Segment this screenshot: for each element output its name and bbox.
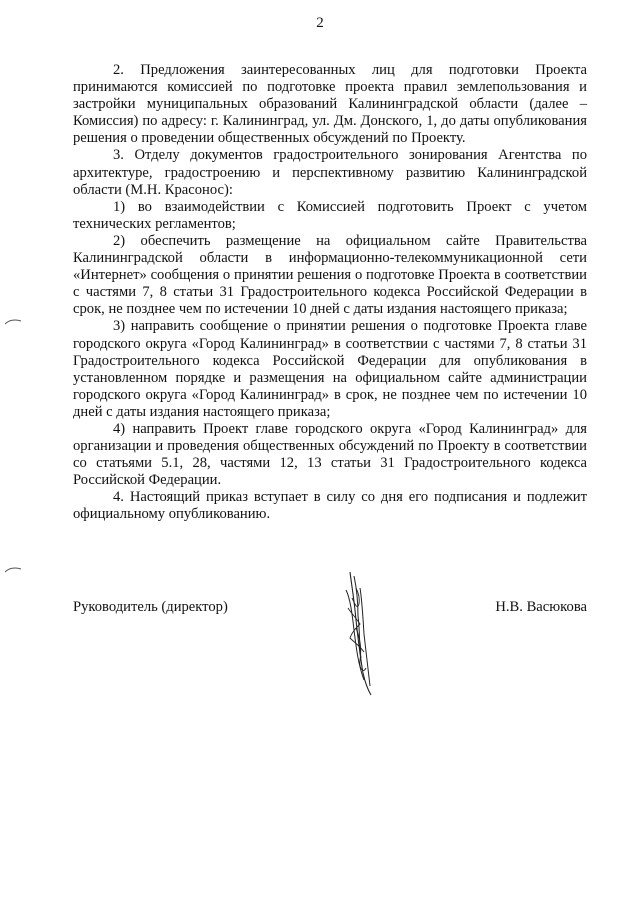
handwritten-signature	[330, 568, 390, 698]
paragraph-task-1: 1) во взаимодействии с Комиссией подготовить Проект с учетом технических регламентов;	[73, 198, 587, 232]
margin-mark-top	[4, 318, 22, 326]
signatory-name: Н.В. Васюкова	[495, 599, 587, 615]
paragraph-proposals: 2. Предложения заинтересованных лиц для подготовки Проекта принимаются комиссией по подготовке проекта правил землепользования и застройки муниципальных образований Калининградской области (далее – Комиссия) по адресу: г. Калининград, ул. Дм. Донского, 1, до даты опубликования решения о проведении общественных обсуждений по Проекту.	[73, 62, 587, 147]
paragraph-task-3: 3) направить сообщение о принятии решения о подготовке Проекта главе городского округа «Город Калининград» в соответствии с частями 7, 8 статьи 31 Градостроительного кодекса Российской Федерации для опубликования в установленном порядке и размещения на официальном сайте администрации городского округа «Город Калининград» в срок, не позднее чем по истечении 10 дней с даты издания настоящего приказа;	[73, 318, 587, 420]
margin-mark-bottom	[4, 566, 22, 574]
document-body	[73, 62, 587, 524]
paragraph-effective-date: 4. Настоящий приказ вступает в силу со дня его подписания и подлежит официальному опубликованию.	[73, 489, 587, 523]
signatory-title: Руководитель (директор)	[73, 599, 228, 615]
paragraph-task-4: 4) направить Проект главе городского округа «Город Калининград» для организации и проведения общественных обсуждений по Проекту в соответствии со статьями 5.1, 28, частями 12, 13 статьи 31 Градостроительного кодекса Российской Федерации.	[73, 420, 587, 489]
paragraph-department-tasks: 3. Отделу документов градостроительного зонирования Агентства по архитектуре, градостроению и перспективному развитию Калининградской области (М.Н. Красонос):	[73, 147, 587, 198]
paragraph-task-2: 2) обеспечить размещение на официальном сайте Правительства Калининградской области в информационно-телекоммуникационной сети «Интернет» сообщения о принятии решения о подготовке Проекта в соответствии с частями 7, 8 статьи 31 Градостроительного кодекса Российской Федерации в срок, не позднее чем по истечении 10 дней с даты издания настоящего приказа;	[73, 232, 587, 318]
page-number: 2	[316, 15, 324, 31]
